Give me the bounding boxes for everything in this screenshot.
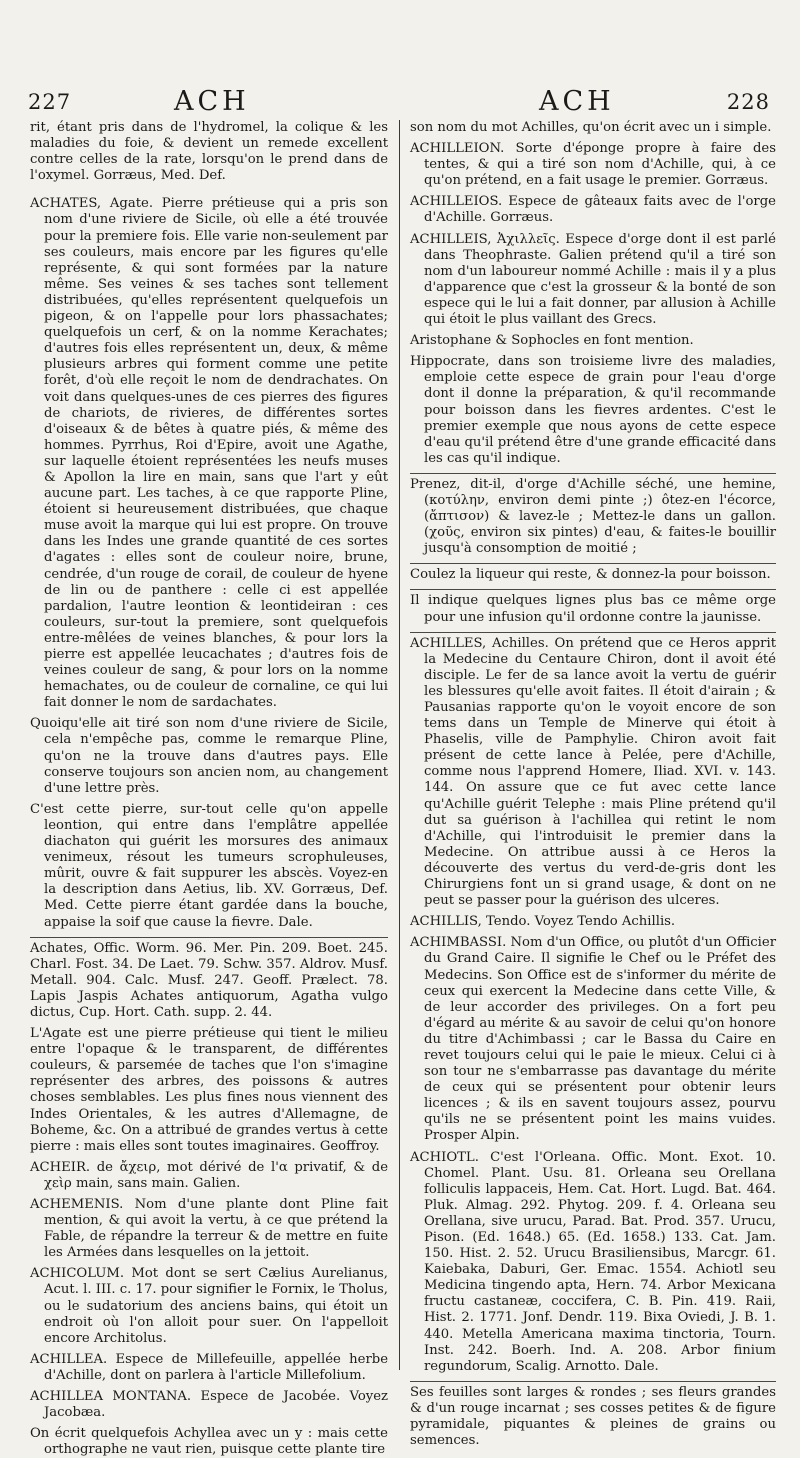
entry-acheir: ACHEIR. de ἄχειρ, mot dérivé de l'α privatif, & de χεὶρ main, sans main. Galien. — [30, 1159, 388, 1191]
entry-achilleios: ACHILLEIOS. Espece de gâteaux faits avec de l'orge d'Achille. Gorræus. — [410, 194, 776, 226]
page-number-left: 227 — [28, 90, 72, 114]
entry-achimbassi: ACHIMBASSI. Nom d'un Office, ou plutôt d'un Officier du Grand Caire. Il signifie le Chef ou le Préfet des Medecins. Son Office est de s'informer du mérite de ceux qui exercent la Medecine dans cette Ville, & de leur accorder des privileges. On a fort peu d'égard au mérite & au savoir de celui qu'on honore du titre d'Achimbassi ; car le Bassa du Caire en revet toujours celui qui le paie le mieux. Celui ci à son tour ne s'embarrasse pas davantage du mérite de ceux qui se présentent pour obtenir leurs licences ; & ils en savent toujours assez, pourvu qu'ils ne se présentent point les mains vuides. Prosper Alpin. — [410, 935, 776, 1144]
entry-continuation: rit, étant pris dans de l'hydromel, la colique & les maladies du foie, & devient un remede excellent contre celles de la rate, lorsqu'on le prend dans de l'oxymel. Gorræus, Med. Def. — [30, 120, 388, 184]
entry-achilles: ACHILLES, Achilles. On prétend que ce Heros apprit la Medecine du Centaure Chiron, dont il avoit été disciple. Le fer de sa lance avoit la vertu de guérir les blessures qu'elle avoit faites. Il étoit d'airain ; & Pausanias rapporte qu'on le voyoit encore de son tems dans un Temple de Minerve qui étoit à Phaselis, ville de Pamphylie. Chiron avoit fait présent de cette lance à Pelée, pere d'Achille, comme nous l'apprend Homere, Iliad. XVI. v. 143. 144. On assure que ce fut avec cette lance qu'Achille guérit Telephe : mais Pline prétend qu'il dut sa guérison à l'achillea qui retint le nom d'Achille, qui l'introduisit le premier dans la Medecine. On attribue aussi à ce Heros la découverte des vertus du verd-de-gris dont les Chirurgiens font un si grand usage, & dont on ne peut se passer pour la guérison des ulceres. — [410, 632, 776, 910]
entry-paragraph: Aristophane & Sophocles en font mention. — [410, 333, 694, 349]
entry-paragraph: Il indique quelques lignes plus bas ce même orge pour une infusion qu'il ordonne contre la jaunisse. — [410, 589, 776, 625]
running-head-left: ACH — [174, 86, 250, 117]
entry-paragraph: Quoiqu'elle ait tiré son nom d'une riviere de Sicile, cela n'empêche pas, comme le remarque Pline, qu'on ne la trouve dans d'autres pays. Elle conserve toujours son ancien nom, au changement d'une lettre près. — [30, 716, 388, 796]
entry-recipe-end: Coulez la liqueur qui reste, & donnez-la pour boisson. — [410, 563, 776, 583]
entry-achilleis: ACHILLEIS, Ἀχιλλεῖς. Espece d'orge dont il est parlé dans Theophraste. Galien prétend qu'il a tiré son nom d'un laboureur nommé Achille : mais il y a plus d'apparence que c'est la grosseur & la bonté de son espece qui le lui a fait donner, par allusion à Achille qui étoit le plus vaillant des Grecs. — [410, 231, 776, 328]
entry-paragraph: L'Agate est une pierre prétieuse qui tient le milieu entre l'opaque & le transparent, de différentes couleurs, & parsemée de taches que l'on s'imagine représenter des arbres, des poissons & autres choses semblables. Les plus fines nous viennent des Indes Orientales, & les autres d'Allemagne, de Boheme, &c. On a attribué de grandes vertus à cette pierre : mais elles sont toutes imaginaires. Geoffroy. — [30, 1026, 388, 1154]
right-column — [410, 120, 776, 1449]
entry-paragraph: On écrit quelquefois Achyllea avec un y : mais cette orthographe ne vaut rien, puisque cette plante tire — [30, 1426, 388, 1458]
page-header — [0, 86, 800, 122]
entry-continuation: son nom du mot Achilles, qu'on écrit avec un i simple. — [410, 120, 772, 135]
entry-achates: ACHATES, Agate. Pierre prétieuse qui a pris son nom d'une riviere de Sicile, où elle a été trouvée pour la premiere fois. Elle varie non-seulement par ses couleurs, mais encore par les figures qu'elle représente, & qui sont formées par la nature même. Ses veines & ses taches sont tellement distribuées, qu'elles représentent quelquefois un pigeon, & on l'appelle pour lors phassachates; quelquefois un cerf, & on la nomme Kerachates; d'autres fois elles représentent un, deux, & même plusieurs arbres qui forment comme une petite forêt, d'où elle reçoit le nom de dendrachates. On voit dans quelques-unes de ces pierres des figures de chariots, de rivieres, de différentes sortes d'oiseaux & de bêtes à quatre piés, & même des hommes. Pyrrhus, Roi d'Epire, avoit une Agathe, sur laquelle étoient représentées les neufs muses & Apollon la lire en main, sans que l'art y eût aucune part. Les taches, à ce que rapporte Pline, étoient si heureusement distribuées, que chaque muse avoit la marque qui lui est propre. On trouve dans les Indes une grande quantité de ces sortes d'agates : elles sont de couleur noire, brune, cendrée, d'un rouge de corail, de couleur de hyene de lin ou de panthere : celle ci est appellée pardalion, l'autre leontion & leontideiran : ces couleurs, sur-tout la premiere, sont quelquefois entre-mêlées de veines blanches, & pour lors la pierre est appellée leucachates ; d'autres fois de veines couleur de sang, & pour lors on la nomme hemachates, ou de couleur de cornaline, ce qui lui fait donner le nom de sardachates. — [30, 196, 388, 711]
entry-achemenis: ACHEMENIS. Nom d'une plante dont Pline fait mention, & qui avoit la vertu, à ce que prétend la Fable, de répandre la terreur & de mettre en fuite les Armées dans lesquelles on la jettoit. — [30, 1197, 388, 1261]
page-number-right: 228 — [726, 90, 770, 114]
entry-achiotl: ACHIOTL. C'est l'Orleana. Offic. Mont. Exot. 10. Chomel. Plant. Usu. 81. Orleana seu Orellana folliculis lappaceis, Hem. Cat. Hort. Lugd. Bat. 464. Pluk. Almag. 292. Phytog. 209. f. 4. Orleana seu Orellana, sive urucu, Parad. Bat. Prod. 357. Urucu, Pison. (Ed. 1648.) 65. (Ed. 1658.) 133. Cat. Jam. 150. Hist. 2. 52. Urucu Brasiliensibus, Marcgr. 61. Kaiebaka, Daburi, Ger. Emac. 1554. Achiotl seu Medicina tingendo apta, Hern. 74. Arbor Mexicana fructu castaneæ, coccifera, C. B. Pin. 419. Raii, Hist. 2. 1771. Jonf. Dendr. 119. Bixa Oviedi, J. B. 1. 440. Metella Americana maxima tinctoria, Tourn. Inst. 242. Boerh. Ind. A. 208. Arbor finium regundorum, Scalig. Arnotto. Dale. — [410, 1149, 776, 1374]
entry-recipe: Prenez, dit-il, d'orge d'Achille séché, une hemine, (κοτύλην, environ demi pinte ;) ôtez-en l'écorce, (ἄπτισον) & lavez-le ; Mettez-le dans un gallon. (χοῦς, environ six pintes) d'eau, & faites-le bouillir jusqu'à consomption de moitié ; — [410, 473, 776, 557]
entry-paragraph: C'est cette pierre, sur-tout celle qu'on appelle leontion, qui entre dans l'emplâtre appellée diachaton qui guérit les morsures des animaux venimeux, résout les tumeurs scrophuleuses, mûrit, ouvre & fait suppurer les abscès. Voyez-en la description dans Aetius, lib. XV. Gorræus, Def. Med. Cette pierre étant gardée dans la bouche, appaise la soif que cause la fievre. Dale. — [30, 801, 388, 930]
entry-achillea: ACHILLEA. Espece de Millefeuille, appellée herbe d'Achille, dont on parlera à l'article Millefolium. — [30, 1351, 388, 1383]
entry-achilleion: ACHILLEION. Sorte d'éponge propre à faire des tentes, & qui a tiré son nom d'Achille, qui, à ce qu'on prétend, en a fait usage le premier. Gorræus. — [410, 141, 776, 189]
entry-paragraph: Ses feuilles sont larges & rondes ; ses fleurs grandes & d'un rouge incarnat ; ses cosses petites & de figure pyramidale, piquantes & pleines de grains ou semences. — [410, 1381, 776, 1449]
entry-paragraph: Hippocrate, dans son troisieme livre des maladies, emploie cette espece de grain pour l'eau d'orge dont il donne la préparation, & qu'il recommande pour boisson dans les fievres ardentes. C'est le premier exemple que nous ayons de cette espece d'eau qu'il prétend être d'une grande efficacité dans les cas qu'il indique. — [410, 354, 776, 466]
entry-achillis: ACHILLIS, Tendo. Voyez Tendo Achillis. — [410, 914, 676, 930]
entry-achillea-montana: ACHILLEA MONTANA. Espece de Jacobée. Voyez Jacobæa. — [30, 1389, 388, 1421]
column-divider — [399, 120, 400, 1370]
entry-achicolum: ACHICOLUM. Mot dont se sert Cælius Aurelianus, Acut. l. III. c. 17. pour signifier le Fornix, le Tholus, ou le sudatorium des anciens bains, qui étoit un endroit où l'on alloit pour suer. On l'appelloit encore Architolus. — [30, 1266, 388, 1346]
running-head-right: ACH — [539, 86, 615, 117]
entry-synonyms: Achates, Offic. Worm. 96. Mer. Pin. 209. Boet. 245. Charl. Fost. 34. De Laet. 79. Schw. 357. Aldrov. Musf. Metall. 904. Calc. Musf. 247. Geoff. Prælect. 78. Lapis Jaspis Achates antiquorum, Agatha vulgo dictus, Cup. Hort. Cath. supp. 2. 44. — [30, 937, 388, 1021]
left-column — [30, 120, 388, 1458]
